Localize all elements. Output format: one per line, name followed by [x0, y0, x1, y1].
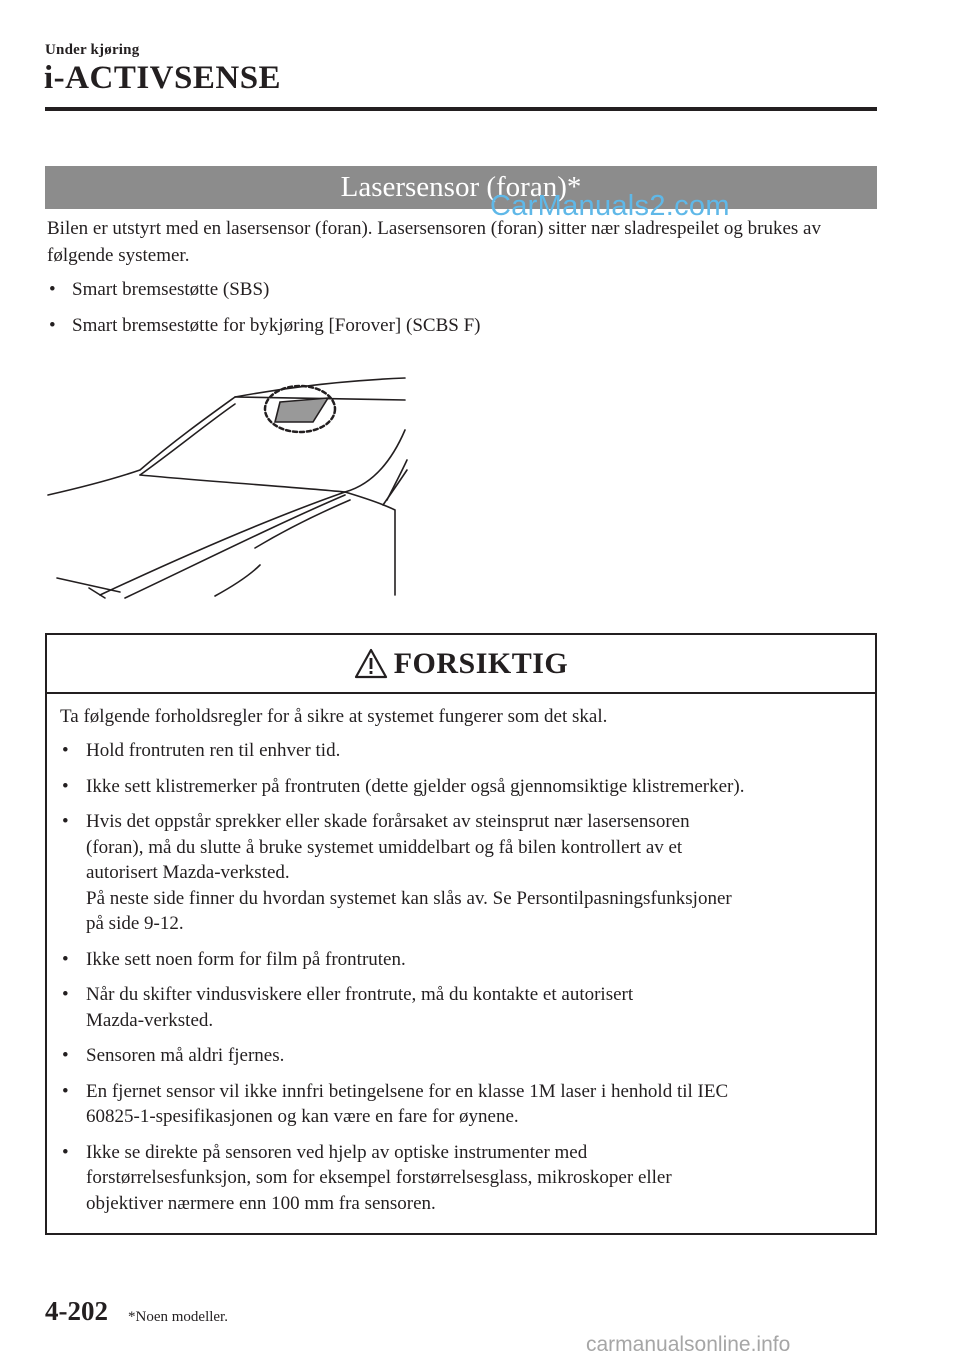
- laser-sensor-icon: [275, 398, 328, 422]
- watermark-carmanuals2: CarManuals2.com: [490, 190, 730, 222]
- systems-list: [47, 276, 877, 348]
- list-item: • Smart bremsestøtte (SBS): [47, 276, 877, 303]
- section-label: Under kjøring: [45, 42, 140, 58]
- list-item: • Smart bremsestøtte for bykjøring [Forover] (SCBS F): [47, 312, 877, 339]
- watermark-carmanualsonline: carmanualsonline.info: [586, 1333, 791, 1356]
- windshield-sensor-illustration: [45, 370, 415, 600]
- hood-line: [100, 492, 345, 595]
- intro-paragraph: Bilen er utstyrt med en lasersensor (foran). Lasersensoren (foran) sitter nær sladrespeilet og brukes av følgende systemer.: [47, 218, 821, 266]
- caution-intro: Ta følgende forholdsregler for å sikre at systemet fungerer som det skal.: [60, 706, 608, 727]
- list-item: • Sensoren må aldri fjernes.: [60, 1043, 860, 1069]
- page-number: 4-202: [45, 1296, 108, 1326]
- caution-box: [45, 633, 877, 1235]
- list-item: • En fjernet sensor vil ikke innfri betingelsene for en klasse 1M laser i henhold til IEC 60825-1-spesifikasjonen og kan være en fare for øynene.: [60, 1079, 860, 1130]
- list-item: • Når du skifter vindusviskere eller frontrute, må du kontakte et autorisert Mazda-verksted.: [60, 982, 860, 1033]
- list-item: • Hvis det oppstår sprekker eller skade forårsaket av steinsprut nær lasersensoren (foran), må du slutte å bruke systemet umiddelbart og få bilen kontrollert av et autorisert Mazda-verksted. På neste side finner du hvordan systemet kan slås av. Se Persontilpasningsfunksjoner på side 9-12.: [60, 809, 860, 937]
- list-item: • Ikke se direkte på sensoren ved hjelp av optiske instrumenter med forstørrelsesfunksjon, som for eksempel forstørrelsesglass, mikroskoper eller objektiver nærmere enn 100 mm fra sensoren.: [60, 1140, 860, 1217]
- footnote: *Noen modeller.: [128, 1309, 228, 1325]
- warning-triangle-icon: [354, 648, 388, 679]
- caution-header: [47, 635, 875, 694]
- section-title: Lasersensor (foran)*: [340, 171, 582, 203]
- roof-line: [235, 378, 405, 397]
- chapter-title: i-ACTIVSENSE: [44, 60, 282, 96]
- list-item: • Ikke sett noen form for film på frontruten.: [60, 947, 860, 973]
- header-divider: [45, 107, 877, 111]
- caution-title: FORSIKTIG: [393, 646, 569, 680]
- windshield-bottom-edge: [140, 475, 345, 492]
- section-title-bar: [45, 166, 877, 209]
- list-item: • Ikke sett klistremerker på frontruten (dette gjelder også gjennomsiktige klistremerker).: [60, 774, 860, 800]
- list-item: • Hold frontruten ren til enhver tid.: [60, 738, 860, 764]
- caution-list: [60, 738, 860, 1216]
